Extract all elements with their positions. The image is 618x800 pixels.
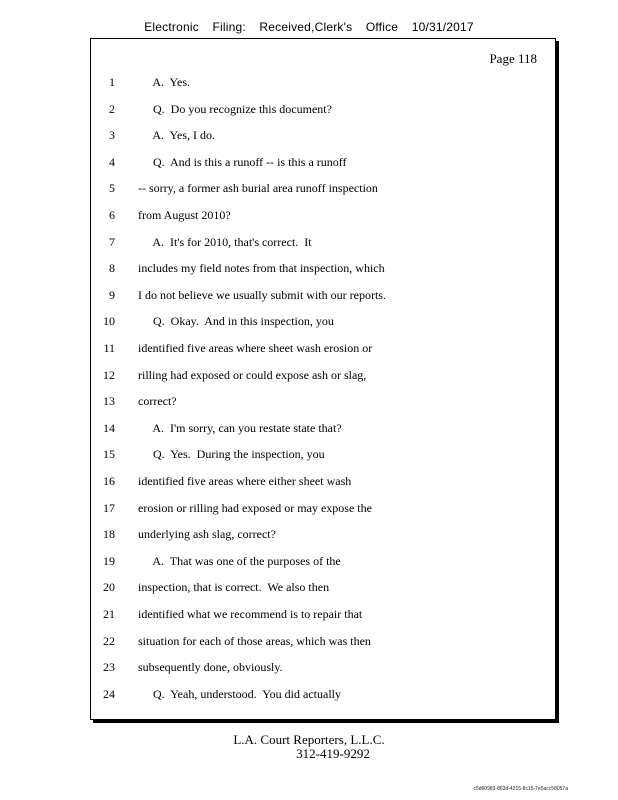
transcript-line (91, 102, 555, 129)
line-number: 9 (109, 287, 115, 302)
document-hash: c5d60983-863d-4315-8c15-7e5acc58057a (473, 786, 568, 792)
line-text: Q. Do you recognize this document? (138, 101, 332, 116)
line-text: A. Yes, I do. (138, 128, 216, 143)
line-number: 13 (103, 394, 115, 409)
line-text: erosion or rilling had exposed or may expose the (138, 500, 372, 515)
line-number: 2 (109, 101, 115, 116)
line-text: A. That was one of the purposes of the (138, 553, 341, 568)
line-number: 15 (103, 447, 115, 462)
transcript-line (91, 687, 555, 714)
transcript-line (91, 261, 555, 288)
page-number: Page 118 (489, 51, 537, 66)
transcript-line (91, 288, 555, 315)
line-number: 11 (103, 341, 115, 355)
line-number: 8 (109, 261, 115, 276)
line-number: 20 (103, 580, 115, 595)
line-text: identified five areas where sheet wash erosion or (138, 341, 373, 355)
line-number: 16 (103, 474, 115, 488)
line-number: 19 (103, 553, 115, 568)
line-number: 14 (103, 420, 115, 435)
transcript-line (91, 128, 555, 155)
filing-date: 10/31/2017 (411, 20, 474, 34)
transcript-line (91, 75, 555, 102)
line-text: underlying ash slag, correct? (138, 527, 276, 542)
transcript-line (91, 368, 555, 395)
line-text: situation for each of those areas, which was then (138, 633, 371, 648)
line-text: Q. Yeah, understood. You did actually (138, 686, 341, 701)
line-text: includes my field notes from that inspection, which (138, 261, 385, 276)
transcript-line (91, 155, 555, 182)
line-text: correct? (138, 394, 177, 409)
transcript-line (91, 527, 555, 554)
line-text: subsequently done, obviously. (138, 660, 283, 675)
footer (0, 733, 618, 761)
line-number: 1 (109, 75, 115, 89)
line-number: 17 (103, 500, 115, 515)
transcript-line (91, 421, 555, 448)
reporter-phone: 312-419-9292 (296, 746, 370, 761)
line-text: identified what we recommend is to repair that (138, 607, 363, 621)
line-text: from August 2010? (138, 208, 231, 222)
transcript-line (91, 394, 555, 421)
line-number: 5 (109, 181, 115, 196)
transcript-line (91, 554, 555, 581)
line-number: 6 (109, 208, 115, 222)
line-text: Q. And is this a runoff -- is this a runoff (138, 154, 347, 169)
line-text: A. It's for 2010, that's correct. It (138, 234, 312, 249)
line-number: 12 (103, 367, 115, 382)
transcript-line (91, 634, 555, 661)
line-number: 24 (103, 686, 115, 701)
filing-electronic: Electronic (144, 20, 199, 34)
transcript-line (91, 580, 555, 607)
transcript-line (91, 447, 555, 474)
filing-office: Office (365, 20, 399, 34)
transcript-line (91, 341, 555, 368)
line-number: 21 (103, 607, 115, 621)
line-number: 10 (103, 314, 115, 329)
line-number: 18 (103, 527, 115, 542)
filing-received: Received,Clerk's (259, 20, 353, 34)
transcript-line (91, 208, 555, 235)
transcript-line (91, 607, 555, 634)
transcript-line (91, 314, 555, 341)
line-text: -- sorry, a former ash burial area runoff inspection (138, 181, 378, 196)
transcript-page (90, 38, 556, 720)
line-text: identified five areas where either sheet wash (138, 474, 352, 488)
line-text: I do not believe we usually submit with our reports. (138, 287, 386, 302)
filing-filing: Filing: (212, 20, 246, 34)
reporter-company: L.A. Court Reporters, L.L.C. (233, 732, 385, 747)
line-text: A. I'm sorry, can you restate state that? (138, 420, 342, 435)
line-number: 3 (109, 128, 115, 143)
line-text: Q. Okay. And in this inspection, you (138, 314, 334, 329)
transcript-line (91, 181, 555, 208)
line-number: 7 (109, 234, 115, 249)
transcript-line (91, 660, 555, 687)
transcript-line (91, 474, 555, 501)
line-number: 22 (103, 633, 115, 648)
line-number: 23 (103, 660, 115, 675)
filing-stamp (0, 20, 618, 34)
line-text: rilling had exposed or could expose ash or slag, (138, 367, 367, 382)
line-text: inspection, that is correct. We also then (138, 580, 330, 595)
line-number: 4 (109, 154, 115, 169)
line-text: A. Yes. (138, 75, 191, 89)
transcript-line (91, 501, 555, 528)
line-text: Q. Yes. During the inspection, you (138, 447, 325, 462)
transcript-line (91, 235, 555, 262)
